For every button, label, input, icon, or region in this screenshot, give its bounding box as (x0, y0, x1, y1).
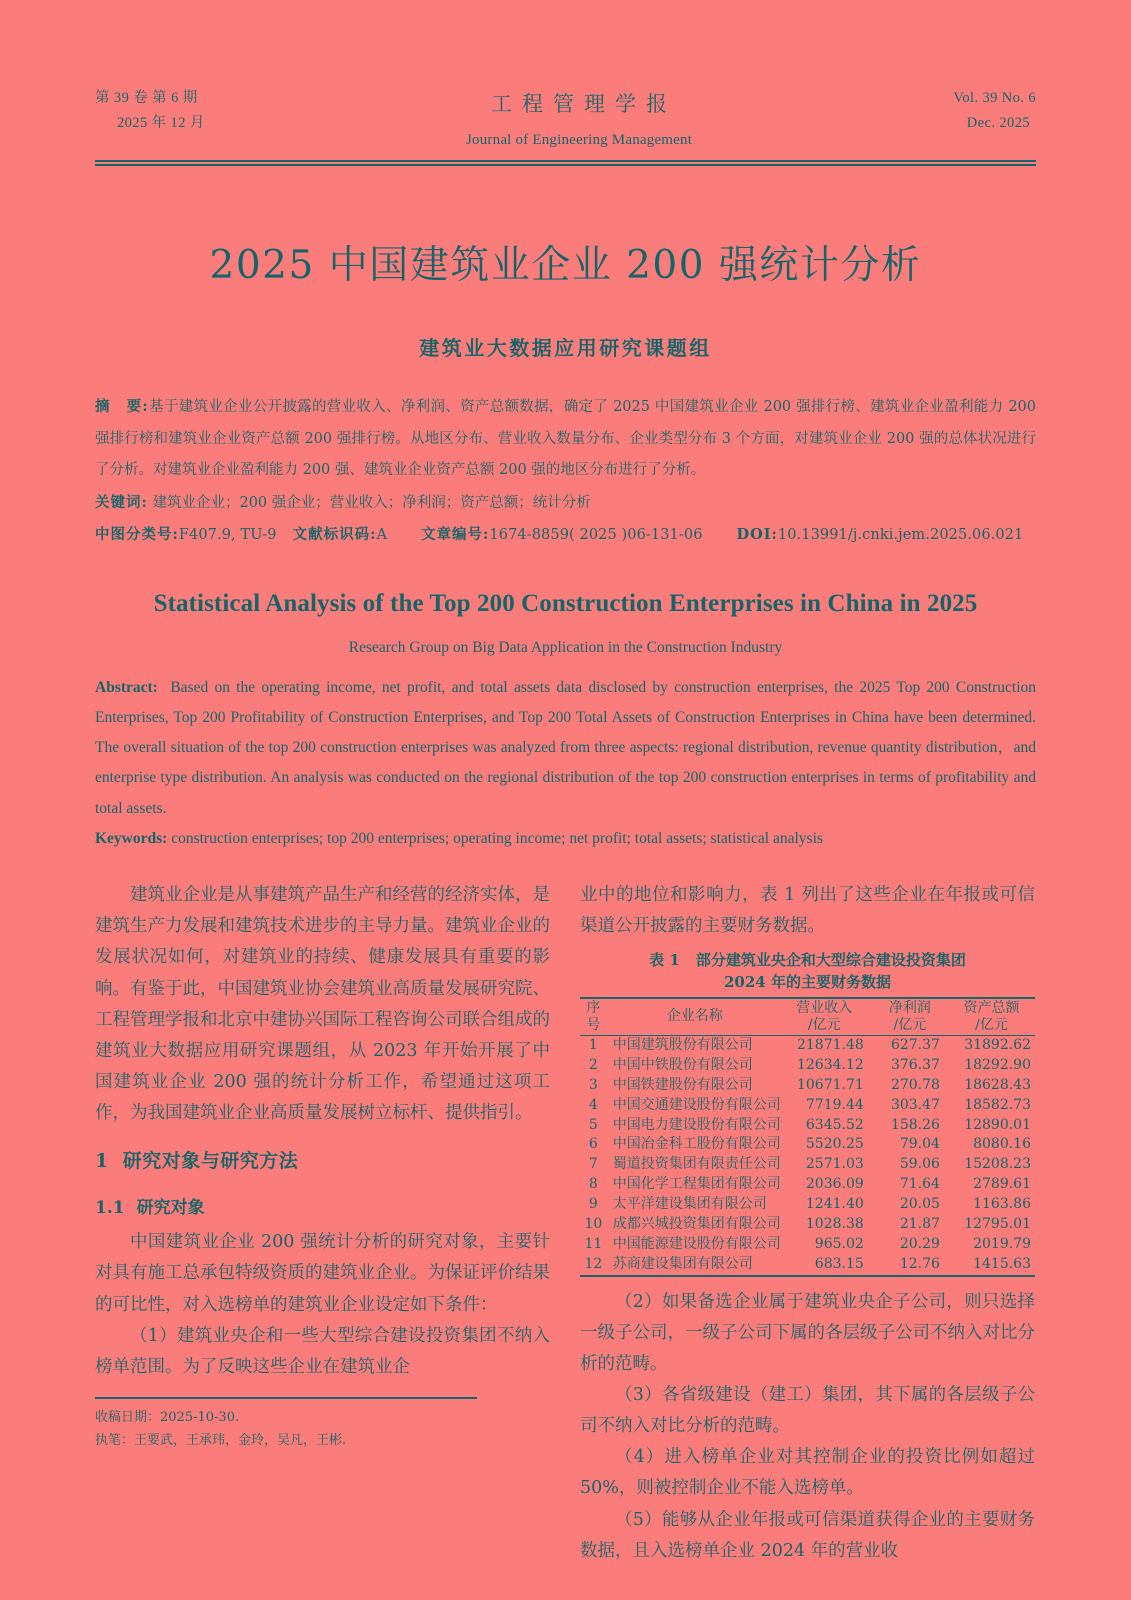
cell-revenue: 12634.12 (796, 1056, 864, 1073)
table-row (580, 1056, 1035, 1076)
volume-issue-cn: 第 39 卷 第 6 期 (95, 90, 198, 106)
cell-profit: 12.76 (899, 1255, 940, 1272)
table-row (580, 1195, 1035, 1215)
column-header-index-line2: 号 (586, 1016, 601, 1033)
abstract-en-block (95, 673, 1036, 854)
column-header-index-line1: 序 (586, 999, 601, 1016)
table-1-bottom-rule (580, 1275, 1035, 1277)
footnote-writers-value: 王要武，王承玮，金玲，吴凡，王彬. (134, 1432, 347, 1448)
left-column-text (95, 880, 550, 1383)
table-row (580, 1155, 1035, 1175)
clc-label: 中图分类号: (95, 526, 179, 544)
doc-code-value: A (376, 527, 388, 544)
cell-assets: 18292.90 (964, 1056, 1031, 1073)
cell-assets: 2789.61 (973, 1176, 1031, 1193)
column-header-index (580, 998, 607, 1035)
table-1-number: 表 1 (649, 951, 680, 970)
cell-profit: 79.04 (899, 1136, 940, 1153)
cell-index: 6 (588, 1136, 598, 1153)
cell-company-name: 中国冶金科工股份有限公司 (612, 1136, 781, 1153)
cell-revenue: 683.15 (814, 1255, 864, 1272)
body-columns (95, 880, 1036, 1567)
cell-revenue: 1241.40 (805, 1196, 864, 1213)
abstract-cn (95, 391, 1036, 487)
cell-company-name: 中国铁建股份有限公司 (612, 1076, 753, 1093)
table-1-caption-line2: 2024 年的主要财务数据 (724, 973, 891, 992)
body-column-right (580, 880, 1035, 1567)
abstract-cn-block (95, 391, 1036, 552)
article-id-value: 1674-8859( 2025 )06-131-06 (489, 527, 703, 544)
cell-revenue: 7719.44 (805, 1096, 864, 1113)
table-1-wrapper (580, 950, 1035, 1276)
cell-company-name: 中国建筑股份有限公司 (612, 1037, 753, 1054)
table-1-head (580, 998, 1035, 1035)
table-row (580, 1076, 1035, 1096)
cell-revenue: 6345.52 (805, 1116, 864, 1133)
cell-company-name: 中国能源建设股份有限公司 (612, 1235, 781, 1252)
cell-index: 11 (584, 1235, 603, 1252)
table-row (580, 1215, 1035, 1235)
cell-index: 10 (584, 1215, 603, 1232)
masthead-right (953, 86, 1036, 137)
article-id-label: 文章编号: (421, 526, 490, 544)
paragraph-condition-3: （3）各省级建设（建工）集团，其下属的各层级子公司不纳入对比分析的范畴。 (580, 1384, 1035, 1437)
subsection-heading-1-1 (95, 1193, 550, 1223)
cell-company-name: 中国电力建设股份有限公司 (612, 1116, 781, 1133)
keywords-en (95, 824, 1036, 854)
cell-profit: 71.64 (899, 1176, 940, 1193)
footnote-received-label: 收稿日期： (95, 1410, 161, 1425)
column-header-assets (950, 998, 1035, 1035)
column-header-assets-unit: /亿元 (975, 1016, 1008, 1033)
table-row (580, 1036, 1035, 1056)
cell-index: 8 (588, 1176, 598, 1193)
cell-assets: 18628.43 (964, 1076, 1031, 1093)
footnote-rule-holder (95, 1397, 477, 1453)
cell-revenue: 2036.09 (805, 1176, 864, 1193)
cell-company-name: 中国化学工程集团有限公司 (612, 1176, 781, 1193)
cell-index: 1 (588, 1037, 598, 1054)
masthead-center (205, 86, 954, 153)
keywords-cn-text: 建筑业企业；200 强企业；营业收入；净利润；资产总额；统计分析 (152, 494, 591, 511)
right-column-text-top (580, 880, 1035, 942)
masthead (95, 0, 1036, 153)
subsection-1-1-number: 1.1 (95, 1198, 125, 1219)
keywords-cn (95, 487, 1036, 520)
cell-revenue: 965.02 (814, 1235, 864, 1252)
table-row (580, 1255, 1035, 1275)
page-title-en: Statistical Analysis of the Top 200 Construction Enterprises in China in 2025 (153, 590, 978, 618)
author-cn: 建筑业大数据应用研究课题组 (419, 336, 712, 360)
paragraph-intro: 建筑业企业是从事建筑产品生产和经营的经济实体，是建筑生产力发展和建筑技术进步的主导力量。建筑业企业的发展状况如何，对建筑业的持续、健康发展具有重要的影响。有鉴于此，中国建筑业协会建筑业高质量发展研究院、工程管理学报和北京中建协兴国际工程咨询公司联合组成的建筑业大数据应用研究课题组，从 2023 年开始开展了中国建筑业企业 200 强的统计分析工作，希望通过这项工作，为我国建筑业企业高质量发展树立标杆、提供指引。 (95, 885, 550, 1124)
table-1 (580, 997, 1035, 1275)
column-header-profit-line1: 净利润 (888, 999, 931, 1016)
body-column-left (95, 880, 550, 1567)
section-1-title: 研究对象与研究方法 (122, 1150, 299, 1173)
paragraph-condition-5: （5）能够从企业年报或可信渠道获得企业的主要财务数据，且入选榜单企业 2024 年的营业收 (580, 1509, 1035, 1561)
cell-assets: 1415.63 (973, 1255, 1031, 1272)
masthead-rule (95, 160, 1036, 166)
cell-assets: 12890.01 (964, 1116, 1031, 1133)
cell-assets: 31892.62 (964, 1037, 1031, 1054)
cell-company-name: 苏商建设集团有限公司 (612, 1255, 753, 1272)
paragraph-condition-2: （2）如果备选企业属于建筑业央企子公司，则只选择一级子公司，一级子公司下属的各层级子公司不纳入对比分析的范畴。 (580, 1291, 1035, 1374)
cell-profit: 627.37 (890, 1037, 940, 1054)
cell-company-name: 太平洋建设集团有限公司 (612, 1196, 767, 1213)
table-1-caption-line1: 部分建筑业央企和大型综合建设投资集团 (695, 951, 966, 970)
cell-assets: 2019.79 (973, 1235, 1031, 1252)
subsection-1-1-title: 研究对象 (136, 1198, 205, 1219)
paragraph-condition-1: （1）建筑业央企和一些大型综合建设投资集团不纳入榜单范围。为了反映这些企业在建筑业企 (95, 1325, 550, 1377)
column-header-revenue (783, 998, 878, 1035)
cell-revenue: 2571.03 (805, 1156, 864, 1173)
paragraph-condition-4: （4）进入榜单企业对其控制企业的投资比例如超过 50%，则被控制企业不能入选榜单。 (580, 1447, 1035, 1499)
keywords-cn-label: 关键词: (95, 493, 148, 511)
volume-issue-en: Vol. 39 No. 6 (953, 90, 1036, 106)
cell-revenue: 21871.48 (796, 1037, 864, 1054)
cell-profit: 21.87 (899, 1215, 940, 1232)
author-en: Research Group on Big Data Application in the Construction Industry (348, 638, 783, 656)
paragraph-research-object: 中国建筑业企业 200 强统计分析的研究对象，主要针对具有施工总承包特级资质的建筑业企业。为保证评价结果的可比性，对入选榜单的建筑业企业设定如下条件： (95, 1232, 550, 1315)
table-row (580, 1096, 1035, 1116)
keywords-en-text: construction enterprises; top 200 enterprises; operating income; net profit; total assets; statistical analysis (171, 829, 823, 847)
table-row (580, 1116, 1035, 1136)
cell-index: 3 (588, 1076, 598, 1093)
cell-index: 9 (588, 1196, 598, 1213)
cell-revenue: 5520.25 (805, 1136, 864, 1153)
cell-assets: 18582.73 (964, 1096, 1031, 1113)
section-1-number: 1 (95, 1150, 109, 1173)
abstract-cn-label: 摘 要: (95, 398, 149, 415)
journal-title-en: Journal of Engineering Management (465, 131, 693, 148)
table-1-body (580, 1035, 1035, 1275)
table-1-caption (580, 950, 1035, 994)
table-row (580, 1135, 1035, 1155)
cell-index: 4 (588, 1096, 598, 1113)
cell-company-name: 中国交通建设股份有限公司 (612, 1096, 781, 1113)
cell-company-name: 中国中铁股份有限公司 (612, 1056, 753, 1073)
doi-value: 10.13991/j.cnki.jem.2025.06.021 (777, 527, 1024, 544)
cell-company-name: 成都兴城投资集团有限公司 (612, 1215, 781, 1232)
table-row (580, 1235, 1035, 1255)
footnote (95, 1397, 477, 1453)
cell-assets: 8080.16 (973, 1136, 1031, 1153)
cell-profit: 59.06 (899, 1156, 940, 1173)
issue-date-en: Dec. 2025 (966, 115, 1030, 132)
cell-index: 12 (584, 1255, 603, 1272)
abstract-cn-text: 基于建筑业企业公开披露的营业收入、净利润、资产总额数据，确定了 2025 中国建筑业企业 200 强排行榜、建筑业企业盈利能力 200 强排行榜和建筑业企业资产总额 200 强排行榜。从地区分布、营业收入数量分布、企业类型分布 3 个方面，对建筑业企业 200 强的总体状况进行了分析。对建筑业企业盈利能力 200 强、建筑业企业资产总额 200 强的地区分布进行了分析。 (95, 399, 1036, 479)
cell-profit: 20.05 (899, 1196, 940, 1213)
column-header-name: 企业名称 (607, 998, 783, 1035)
cell-profit: 158.26 (890, 1116, 940, 1133)
cell-company-name: 蜀道投资集团有限责任公司 (612, 1156, 781, 1173)
cell-revenue: 10671.71 (796, 1076, 864, 1093)
column-header-profit (878, 998, 950, 1035)
doi-label: DOI: (736, 526, 778, 544)
cell-assets: 1163.86 (973, 1196, 1031, 1213)
footnote-writers-label: 执笔： (95, 1432, 135, 1448)
classification-line (95, 519, 1036, 552)
cell-index: 7 (588, 1156, 598, 1173)
paragraph-table-lead: 业中的地位和影响力，表 1 列出了这些企业在年报或可信渠道公开披露的主要财务数据。 (580, 885, 1035, 937)
footnote-received-value: 2025-10-30. (160, 1410, 240, 1425)
issue-date-cn: 2025 年 12 月 (117, 115, 205, 132)
abstract-en-label: Abstract: (95, 678, 158, 696)
page-title-cn: 2025 中国建筑业企业 200 强统计分析 (209, 243, 922, 288)
table-row (580, 1175, 1035, 1195)
doc-code-label: 文献标识码: (292, 526, 377, 544)
journal-title-cn: 工程管理学报 (491, 92, 678, 116)
cell-profit: 20.29 (899, 1235, 940, 1252)
cell-profit: 270.78 (890, 1076, 940, 1093)
cell-revenue: 1028.38 (805, 1215, 864, 1232)
cell-assets: 12795.01 (964, 1215, 1031, 1232)
keywords-en-label: Keywords: (95, 829, 168, 847)
masthead-left (95, 86, 205, 137)
cell-assets: 15208.23 (964, 1156, 1031, 1173)
cell-profit: 376.37 (890, 1056, 940, 1073)
cell-index: 5 (588, 1116, 598, 1133)
table-1-header-row (580, 998, 1035, 1035)
column-header-revenue-line1: 营业收入 (796, 999, 853, 1016)
footnote-writers (95, 1430, 477, 1453)
section-heading-1 (95, 1145, 550, 1179)
clc-value: F407.9, TU-9 (178, 527, 277, 544)
abstract-en (95, 673, 1036, 824)
cell-index: 2 (588, 1056, 598, 1073)
right-column-text-bottom (580, 1287, 1035, 1567)
footnote-received (95, 1407, 477, 1430)
abstract-en-text: Based on the operating income, net profit, and total assets data disclosed by construction enterprises, the 2025 Top 200 Construction Enterprises, Top 200 Profitability of Construction Enterprises, and Top 200 Total Assets of Construction Enterprises in China have been determined. The overall situation of the top 200 construction enterprises was analyzed from three aspects: regional distribution, revenue quantity distribution，and enterprise type distribution. An analysis was conducted on the regional distribution of the top 200 construction enterprises in terms of profitability and total assets. (95, 678, 1037, 817)
column-header-profit-unit: /亿元 (893, 1016, 927, 1033)
cell-profit: 303.47 (890, 1096, 940, 1113)
column-header-assets-line1: 资产总额 (963, 999, 1020, 1016)
column-header-revenue-unit: /亿元 (807, 1016, 841, 1033)
